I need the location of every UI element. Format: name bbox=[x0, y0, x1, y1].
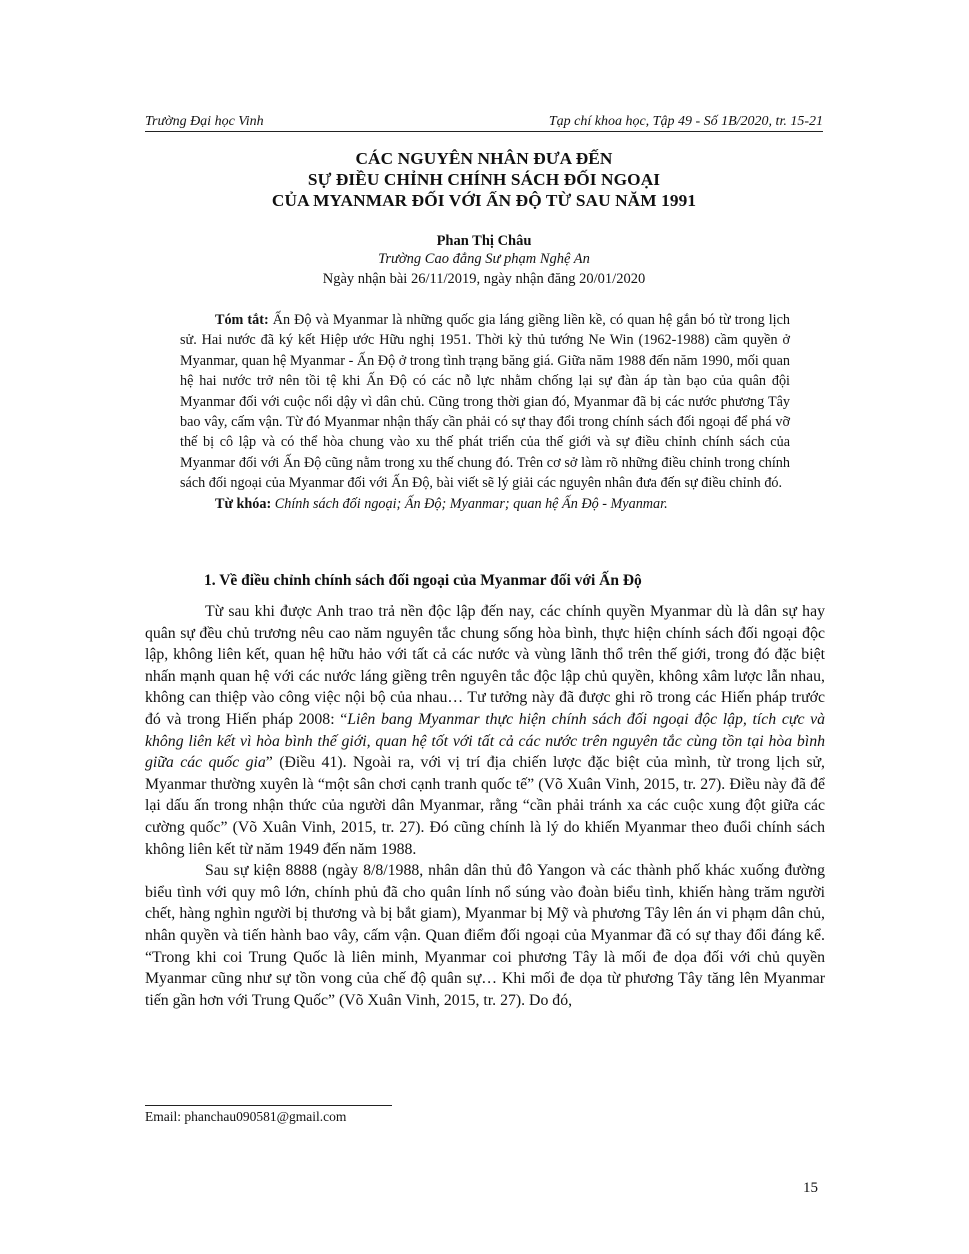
title-line-3: CỦA MYANMAR ĐỐI VỚI ẤN ĐỘ TỪ SAU NĂM 1991 bbox=[271, 191, 697, 210]
submission-dates: Ngày nhận bài 26/11/2019, ngày nhận đăng 20/01/2020 bbox=[322, 271, 646, 287]
body-paragraph-1-part-a: Từ sau khi được Anh trao trả nền độc lập đến nay, các chính quyền Myanmar dù là dân sự hay quân sự đều chủ trương nêu cao năm nguyên tắc chung sống hòa bình, thực hiện chính sách đối ngoại độc lập, không liên kết, quan hệ hữu hảo với tất cả các nước và vùng lãnh thổ trên thế giới, trong đó đặc biệt nhấn mạnh quan hệ với các nước láng giềng trên nguyên tắc độc lập chủ quyền, không xâm lược lẫn nhau, không can thiệp vào công việc nội bộ của nhau… Tư tưởng này đã được ghi rõ trong các Hiến pháp trước đó và trong Hiến pháp 2008: “ bbox=[145, 603, 825, 728]
author-name: Phan Thị Châu bbox=[436, 233, 532, 249]
body-paragraph-1-part-b: ” (Điều 41). Ngoài ra, với vị trí địa chiến lược đặc biệt của mình, từ trong lịch sử, Myanmar thường xuyên là “một sân chơi cạnh tranh quốc tế” (Võ Xuân Vinh, 2015, tr. 27). Điều này đã để lại dấu ấn trong nhận thức của người dân Myanmar, rằng “cần phải tránh xa các cuộc xung đột giữa các cường quốc” (Võ Xuân Vinh, 2015, tr. 27). Đó cũng chính là lý do khiến Myanmar theo đuổi chính sách không liên kết từ năm 1949 đến năm 1988. bbox=[145, 754, 826, 858]
abstract-label: Tóm tắt: bbox=[215, 312, 269, 328]
keywords-text: Chính sách đối ngoại; Ấn Độ; Myanmar; quan hệ Ấn Độ - Myanmar. bbox=[274, 495, 668, 512]
article-title bbox=[145, 148, 823, 211]
footnote-email: Email: phanchau090581@gmail.com bbox=[145, 1109, 347, 1124]
abstract bbox=[180, 310, 790, 514]
body-text bbox=[145, 601, 825, 1011]
page-number: 15 bbox=[803, 1180, 818, 1196]
body-paragraph-1 bbox=[145, 601, 825, 860]
title-line-1: CÁC NGUYÊN NHÂN ĐƯA ĐẾN bbox=[355, 149, 613, 168]
header-rule bbox=[145, 131, 823, 132]
footnote-rule bbox=[145, 1105, 392, 1106]
keywords-label: Từ khóa: bbox=[215, 495, 272, 512]
header-journal-citation: Tạp chí khoa học, Tập 49 - Số 1B/2020, tr. 15-21 bbox=[548, 114, 823, 129]
body-paragraph-2: Sau sự kiện 8888 (ngày 8/8/1988, nhân dân thủ đô Yangon và các thành phố khác xuống đường biểu tình với quy mô lớn, chính phủ đã cho quân lính nổ súng vào đoàn biểu tình, khiến hàng trăm người chết, hàng nghìn người bị thương và bị bắt giam), Myanmar bị Mỹ và phương Tây lên án vi phạm dân chủ, nhân quyền và tiến hành bao vây, cấm vận. Quan điểm đối ngoại của Myanmar đã có sự thay đổi đáng kể. “Trong khi coi Trung Quốc là liên minh, Myanmar coi phương Tây là mối đe dọa đối với chủ quyền Myanmar cũng như sự tồn vong của chế độ quân sự… Khi mối đe dọa từ phương Tây tăng lên Myanmar tiến gần hơn với Trung Quốc” (Võ Xuân Vinh, 2015, tr. 27). Do đó, bbox=[145, 862, 825, 1009]
section-heading: 1. Về điều chỉnh chính sách đối ngoại của Myanmar đối với Ấn Độ bbox=[204, 572, 642, 589]
author-affiliation: Trường Cao đẳng Sư phạm Nghệ An bbox=[378, 251, 590, 267]
abstract-paragraph bbox=[180, 310, 790, 494]
abstract-text: Ấn Độ và Myanmar là những quốc gia láng giềng liền kề, có quan hệ gắn bó từ trong lịch sử. Hai nước đã ký kết Hiệp ước Hữu nghị 1951. Thời kỳ thủ tướng Ne Win (1962-1988) cầm quyền ở Myanmar, quan hệ Myanmar - Ấn Độ ở trong tình trạng băng giá. Giữa năm 1988 đến năm 1990, mối quan hệ hai nước trở nên tồi tệ khi Ấn Độ có các nỗ lực nhằm chống lại sự đàn áp tàn bạo của quân đội Myanmar đối với cuộc nổi dậy vì dân chủ. Cũng trong thời gian đó, Myanmar đã bị các nước phương Tây bao vây, cấm vận. Từ đó Myanmar nhận thấy cần phải có sự thay đổi trong chính sách đối ngoại để phá vỡ thế bị cô lập và có thể hòa chung vào xu thế phát triển của thế giới và sự điều chỉnh chính sách của Myanmar đối với Ấn Độ cũng nằm trong xu thế chung đó. Trên cơ sở làm rõ những điều chỉnh trong chính sách đối ngoại của Myanmar đối với Ấn Độ, bài viết sẽ lý giải các nguyên nhân đưa đến sự điều chỉnh đó. bbox=[180, 312, 790, 492]
keywords-paragraph bbox=[180, 494, 790, 514]
constitution-quote: Liên bang Myanmar thực hiện chính sách đối ngoại độc lập, tích cực và không liên kết vì hòa bình thế giới, quan hệ tốt với tất cả các nước trên nguyên tắc cùng tồn tại hòa bình giữa các quốc gia bbox=[145, 710, 826, 772]
header-institution: Trường Đại học Vinh bbox=[145, 114, 264, 129]
title-line-2: SỰ ĐIỀU CHỈNH CHÍNH SÁCH ĐỐI NGOẠI bbox=[307, 170, 661, 189]
